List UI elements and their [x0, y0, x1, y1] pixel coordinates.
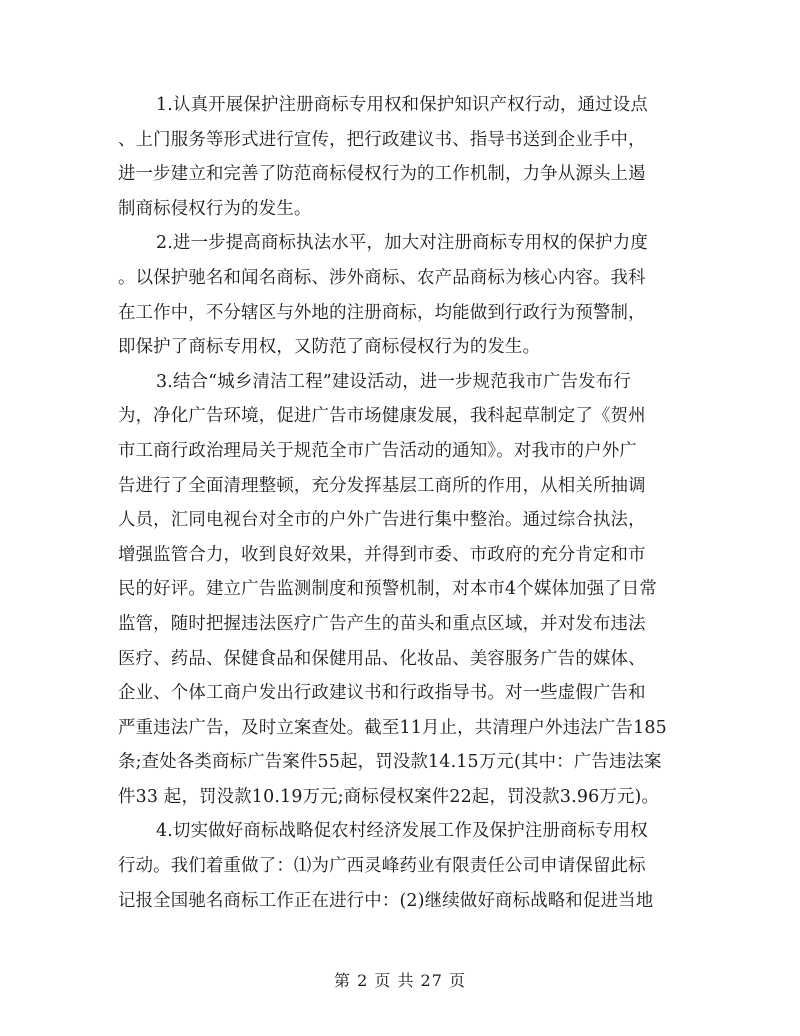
paragraph-line: 记报全国驰名商标工作正在进行中：(2)继续做好商标战略和促进当地 [118, 890, 654, 911]
paragraph-line: 严重违法广告，及时立案查处。截至11月止，共清理户外违法广告185 [118, 717, 667, 738]
paragraph-line: 1.认真开展保护注册商标专用权和保护知识产权行动，通过设点 [156, 95, 648, 115]
paragraph-line: 条;查处各类商标广告案件55起，罚没款14.15万元(其中：广告违法案 [118, 752, 662, 773]
paragraph-line: 企业、个体工商户发出行政建议书和行政指导书。对一些虚假广告和 [118, 683, 646, 704]
paragraph-line: 监管，随时把握违法医疗广告产生的苗头和重点区域，并对发布违法 [118, 613, 646, 634]
paragraph-line: 。以保护驰名和闻名商标、涉外商标、农产品商标为核心内容。我科 [118, 267, 646, 288]
paragraph-2 [118, 226, 684, 364]
paragraph-line: 在工作中，不分辖区与外地的注册商标，均能做到行政行为预警制， [118, 302, 646, 323]
paragraph-line: 2.进一步提高商标执法水平，加大对注册商标专用权的保护力度 [156, 233, 648, 254]
paragraph-line: 即保护了商标专用权，又防范了商标侵权行为的发生。 [118, 337, 541, 358]
paragraph-line: 告进行了全面清理整顿，充分发挥基层工商所的作用，从相关所抽调 [118, 475, 646, 496]
paragraph-line: 民的好评。建立广告监测制度和预警机制，对本市4个媒体加强了日常 [118, 579, 657, 600]
paragraph-line: 进一步建立和完善了防范商标侵权行为的工作机制，力争从源头上遏 [118, 164, 646, 185]
paragraph-line: 市工商行政治理局关于规范全市广告活动的通知》。对我市的户外广 [118, 440, 638, 461]
paragraph-line: 、上门服务等形式进行宣传，把行政建议书、指导书送到企业手中， [118, 129, 646, 150]
paragraph-4 [118, 814, 684, 918]
paragraph-line: 行动。我们着重做了：⑴为广西灵峰药业有限责任公司申请保留此标 [118, 856, 646, 877]
paragraph-1 [118, 88, 684, 226]
paragraph-line: 人员，汇同电视台对全市的户外广告进行集中整治。通过综合执法， [118, 510, 646, 531]
paragraph-line: 医疗、药品、保健食品和保健用品、化妆品、美容服务广告的媒体、 [118, 648, 646, 669]
paragraph-line: 为，净化广告环境，促进广告市场健康发展，我科起草制定了《贺州 [118, 406, 646, 427]
document-body [118, 88, 684, 918]
paragraph-3 [118, 365, 684, 815]
page-number-footer: 第 2 页 共 27 页 [334, 971, 466, 990]
paragraph-line: 增强监管合力，收到良好效果，并得到市委、市政府的充分肯定和市 [118, 544, 646, 565]
paragraph-line: 制商标侵权行为的发生。 [118, 198, 312, 219]
paragraph-line: 3.结合“城乡清洁工程”建设活动，进一步规范我市广告发布行 [156, 371, 631, 392]
paragraph-line: 4.切实做好商标战略促农村经济发展工作及保护注册商标专用权 [156, 821, 648, 842]
paragraph-line: 件33 起，罚没款10.19万元;商标侵权案件22起，罚没款3.96万元)。 [118, 786, 660, 807]
